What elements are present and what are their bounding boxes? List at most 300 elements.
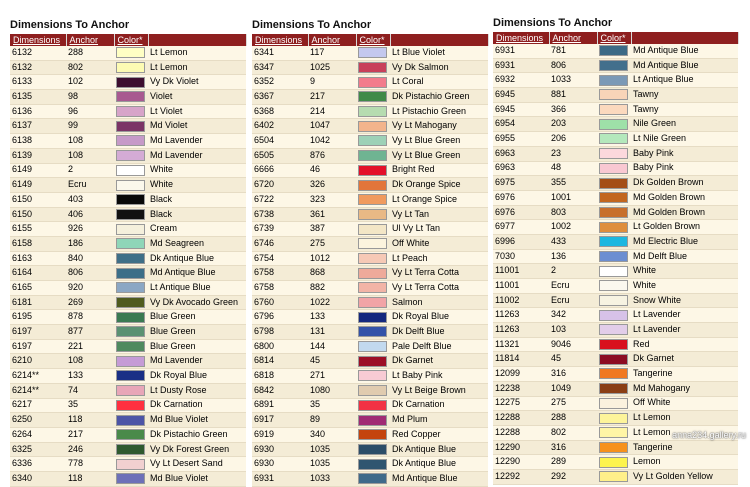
table-row bbox=[10, 222, 246, 237]
color-swatch bbox=[599, 119, 628, 130]
anchor-code: 45 bbox=[308, 354, 356, 369]
color-swatch bbox=[358, 385, 387, 396]
anchor-code: 926 bbox=[66, 222, 114, 237]
anchor-code: 221 bbox=[66, 339, 114, 354]
color-swatch bbox=[116, 224, 145, 235]
header-color[interactable]: Color* bbox=[597, 32, 631, 44]
color-swatch bbox=[116, 400, 145, 411]
color-swatch bbox=[599, 324, 628, 335]
anchor-code: 881 bbox=[549, 88, 597, 103]
color-cell bbox=[597, 102, 631, 117]
color-cell bbox=[356, 192, 390, 207]
table-row bbox=[252, 163, 488, 178]
color-name: Dk Orange Spice bbox=[390, 178, 488, 193]
color-swatch bbox=[358, 121, 387, 132]
anchor-code: 203 bbox=[549, 117, 597, 132]
color-swatch bbox=[116, 47, 145, 58]
color-cell bbox=[597, 132, 631, 147]
anchor-code: 9046 bbox=[549, 337, 597, 352]
dimensions-code: 6930 bbox=[252, 457, 308, 472]
dimensions-code: 6264 bbox=[10, 427, 66, 442]
anchor-code: 89 bbox=[308, 413, 356, 428]
table-row bbox=[252, 398, 488, 413]
table-row bbox=[493, 117, 738, 132]
color-name: Lt Dusty Rose bbox=[148, 383, 246, 398]
table-row bbox=[493, 102, 738, 117]
dimensions-code: 6132 bbox=[10, 46, 66, 60]
color-swatch bbox=[358, 47, 387, 58]
anchor-code: 433 bbox=[549, 234, 597, 249]
header-anchor[interactable]: Anchor bbox=[549, 32, 597, 44]
table-row bbox=[10, 104, 246, 119]
anchor-code: 868 bbox=[308, 266, 356, 281]
dimensions-code: 6758 bbox=[252, 266, 308, 281]
color-name: Violet bbox=[148, 90, 246, 105]
color-name: Blue Green bbox=[148, 339, 246, 354]
color-cell bbox=[597, 411, 631, 426]
color-cell bbox=[114, 295, 148, 310]
table-row bbox=[252, 339, 488, 354]
color-name: Vy Lt Mahogany bbox=[390, 119, 488, 134]
color-name: Lt Pistachio Green bbox=[390, 104, 488, 119]
color-swatch bbox=[599, 222, 628, 233]
color-cell bbox=[597, 205, 631, 220]
color-name: Ul Vy Lt Tan bbox=[390, 222, 488, 237]
table-row bbox=[252, 471, 488, 486]
anchor-code: 206 bbox=[549, 132, 597, 147]
dimensions-code: 12288 bbox=[493, 411, 549, 426]
table-row bbox=[252, 281, 488, 296]
color-cell bbox=[114, 369, 148, 384]
color-swatch bbox=[358, 209, 387, 220]
color-swatch bbox=[599, 427, 628, 438]
panel-right bbox=[493, 15, 738, 485]
anchor-code: 806 bbox=[66, 266, 114, 281]
anchor-code: 186 bbox=[66, 236, 114, 251]
table-row bbox=[10, 457, 246, 472]
table-row bbox=[10, 134, 246, 149]
color-name: Md Seagreen bbox=[148, 236, 246, 251]
dimensions-code: 6368 bbox=[252, 104, 308, 119]
color-name: Lt Lavender bbox=[631, 308, 738, 323]
color-swatch bbox=[358, 415, 387, 426]
anchor-code: 35 bbox=[308, 398, 356, 413]
anchor-code: 1033 bbox=[308, 471, 356, 486]
color-cell bbox=[356, 266, 390, 281]
color-name: Lt Antique Blue bbox=[631, 73, 738, 88]
dimensions-code: 11263 bbox=[493, 323, 549, 338]
color-swatch bbox=[599, 413, 628, 424]
table-row bbox=[493, 323, 738, 338]
color-cell bbox=[597, 249, 631, 264]
color-name: Dk Pistachio Green bbox=[390, 90, 488, 105]
color-cell bbox=[597, 117, 631, 132]
anchor-code: 1035 bbox=[308, 442, 356, 457]
dimensions-code: 6504 bbox=[252, 134, 308, 149]
color-cell bbox=[356, 236, 390, 251]
color-swatch bbox=[116, 135, 145, 146]
color-cell bbox=[356, 383, 390, 398]
color-name: Lt Peach bbox=[390, 251, 488, 266]
table-row bbox=[252, 413, 488, 428]
table-row bbox=[10, 398, 246, 413]
color-swatch bbox=[358, 356, 387, 367]
anchor-code: 289 bbox=[549, 455, 597, 470]
color-name: Md Antique Blue bbox=[390, 471, 488, 486]
dimensions-code: 6133 bbox=[10, 75, 66, 90]
color-cell bbox=[597, 220, 631, 235]
table-row bbox=[252, 119, 488, 134]
color-swatch bbox=[358, 194, 387, 205]
color-name: Tangerine bbox=[631, 440, 738, 455]
color-name: Vy Lt Tan bbox=[390, 207, 488, 222]
dimensions-code: 6919 bbox=[252, 427, 308, 442]
color-name: Tawny bbox=[631, 88, 738, 103]
anchor-code: 288 bbox=[66, 46, 114, 60]
dimensions-code: 6932 bbox=[493, 73, 549, 88]
color-name: Lt Lavender bbox=[631, 323, 738, 338]
color-swatch bbox=[116, 150, 145, 161]
color-swatch bbox=[358, 150, 387, 161]
color-cell bbox=[114, 354, 148, 369]
color-name: Lt Blue Violet bbox=[390, 46, 488, 60]
color-cell bbox=[597, 396, 631, 411]
table-row bbox=[252, 192, 488, 207]
color-swatch bbox=[116, 209, 145, 220]
color-swatch bbox=[358, 77, 387, 88]
color-swatch bbox=[599, 75, 628, 86]
dimensions-code: 6149 bbox=[10, 178, 66, 193]
dimensions-code: 6720 bbox=[252, 178, 308, 193]
anchor-code: Ecru bbox=[66, 178, 114, 193]
header-anchor[interactable]: Anchor bbox=[66, 34, 114, 46]
dimensions-code: 6352 bbox=[252, 75, 308, 90]
dimensions-code: 6976 bbox=[493, 205, 549, 220]
color-name: Dk Delft Blue bbox=[390, 325, 488, 340]
anchor-code: 48 bbox=[549, 161, 597, 176]
color-swatch bbox=[358, 180, 387, 191]
color-name: Vy Dk Forest Green bbox=[148, 442, 246, 457]
table-row bbox=[493, 337, 738, 352]
table-row bbox=[493, 367, 738, 382]
color-swatch bbox=[116, 341, 145, 352]
color-swatch bbox=[358, 297, 387, 308]
color-name: Lt Violet bbox=[148, 104, 246, 119]
table-row bbox=[10, 383, 246, 398]
anchor-code: 403 bbox=[66, 192, 114, 207]
header-name bbox=[390, 34, 488, 46]
dimensions-code: 12292 bbox=[493, 469, 549, 484]
dimensions-code: 6739 bbox=[252, 222, 308, 237]
conversion-table bbox=[493, 32, 739, 485]
color-swatch bbox=[116, 77, 145, 88]
color-name: Lemon bbox=[631, 455, 738, 470]
color-swatch bbox=[116, 326, 145, 337]
table-row bbox=[252, 222, 488, 237]
color-swatch bbox=[116, 415, 145, 426]
anchor-code: 108 bbox=[66, 134, 114, 149]
color-cell bbox=[114, 339, 148, 354]
header-dimensions[interactable]: Dimensions bbox=[493, 32, 549, 44]
color-cell bbox=[356, 75, 390, 90]
color-name: Md Golden Brown bbox=[631, 205, 738, 220]
table-row bbox=[493, 352, 738, 367]
color-swatch bbox=[358, 268, 387, 279]
table-row bbox=[252, 383, 488, 398]
color-swatch bbox=[599, 471, 628, 482]
color-cell bbox=[597, 73, 631, 88]
color-swatch bbox=[116, 121, 145, 132]
table-row bbox=[10, 369, 246, 384]
color-swatch bbox=[599, 45, 628, 56]
color-cell bbox=[356, 325, 390, 340]
color-swatch bbox=[599, 310, 628, 321]
color-swatch bbox=[358, 370, 387, 381]
color-name: Dk Antique Blue bbox=[390, 457, 488, 472]
color-swatch bbox=[358, 224, 387, 235]
anchor-code: 340 bbox=[308, 427, 356, 442]
color-cell bbox=[597, 88, 631, 103]
table-row bbox=[252, 251, 488, 266]
table-row bbox=[252, 369, 488, 384]
color-name: Vy Lt Terra Cotta bbox=[390, 281, 488, 296]
table-row bbox=[493, 455, 738, 470]
color-cell bbox=[356, 281, 390, 296]
color-name: Snow White bbox=[631, 293, 738, 308]
table-row bbox=[493, 161, 738, 176]
anchor-code: 406 bbox=[66, 207, 114, 222]
color-swatch bbox=[116, 444, 145, 455]
color-swatch bbox=[599, 280, 628, 291]
table-row bbox=[493, 264, 738, 279]
color-cell bbox=[114, 148, 148, 163]
color-cell bbox=[597, 58, 631, 73]
color-name: Red bbox=[631, 337, 738, 352]
color-name: Md Golden Brown bbox=[631, 190, 738, 205]
table-row bbox=[493, 190, 738, 205]
anchor-code: 920 bbox=[66, 281, 114, 296]
color-name: Red Copper bbox=[390, 427, 488, 442]
anchor-code: 877 bbox=[66, 325, 114, 340]
color-name: White bbox=[148, 163, 246, 178]
anchor-code: 778 bbox=[66, 457, 114, 472]
header-color[interactable]: Color* bbox=[356, 34, 390, 46]
header-name bbox=[631, 32, 738, 44]
color-cell bbox=[597, 279, 631, 294]
dimensions-code: 6150 bbox=[10, 192, 66, 207]
color-name: Lt Coral bbox=[390, 75, 488, 90]
color-name: Black bbox=[148, 207, 246, 222]
color-name: Md Lavender bbox=[148, 134, 246, 149]
table-row bbox=[252, 60, 488, 75]
color-name: Baby Pink bbox=[631, 161, 738, 176]
table-row bbox=[252, 325, 488, 340]
anchor-code: 45 bbox=[549, 352, 597, 367]
dimensions-code: 11001 bbox=[493, 264, 549, 279]
dimensions-code: 6976 bbox=[493, 190, 549, 205]
dimensions-code: 11001 bbox=[493, 279, 549, 294]
dimensions-code: 6796 bbox=[252, 310, 308, 325]
color-cell bbox=[356, 295, 390, 310]
color-swatch bbox=[599, 295, 628, 306]
color-name: Blue Green bbox=[148, 310, 246, 325]
color-cell bbox=[114, 413, 148, 428]
color-name: Vy Dk Violet bbox=[148, 75, 246, 90]
dimensions-code: 6977 bbox=[493, 220, 549, 235]
color-swatch bbox=[599, 148, 628, 159]
dimensions-code: 6325 bbox=[10, 442, 66, 457]
table-row bbox=[10, 207, 246, 222]
anchor-code: 366 bbox=[549, 102, 597, 117]
anchor-code: 1047 bbox=[308, 119, 356, 134]
color-name: Md Antique Blue bbox=[631, 44, 738, 58]
color-cell bbox=[114, 251, 148, 266]
dimensions-code: 6738 bbox=[252, 207, 308, 222]
color-swatch bbox=[116, 459, 145, 470]
anchor-code: 98 bbox=[66, 90, 114, 105]
color-cell bbox=[356, 207, 390, 222]
color-name: Dk Antique Blue bbox=[390, 442, 488, 457]
color-cell bbox=[356, 457, 390, 472]
dimensions-code: 11002 bbox=[493, 293, 549, 308]
dimensions-code: 12288 bbox=[493, 425, 549, 440]
dimensions-code: 6197 bbox=[10, 339, 66, 354]
color-name: Dk Carnation bbox=[148, 398, 246, 413]
panel-middle bbox=[252, 17, 488, 487]
color-cell bbox=[597, 44, 631, 58]
dimensions-code: 11263 bbox=[493, 308, 549, 323]
color-swatch bbox=[358, 135, 387, 146]
table-row bbox=[10, 90, 246, 105]
color-name: Blue Green bbox=[148, 325, 246, 340]
color-name: Dk Golden Brown bbox=[631, 176, 738, 191]
table-row bbox=[493, 132, 738, 147]
color-name: Pale Delft Blue bbox=[390, 339, 488, 354]
color-name: Off White bbox=[390, 236, 488, 251]
color-swatch bbox=[116, 194, 145, 205]
table-row bbox=[493, 469, 738, 484]
color-swatch bbox=[599, 442, 628, 453]
dimensions-code: 6818 bbox=[252, 369, 308, 384]
table-row bbox=[10, 251, 246, 266]
dimensions-code: 6754 bbox=[252, 251, 308, 266]
table-row bbox=[10, 163, 246, 178]
table-row bbox=[252, 442, 488, 457]
color-swatch bbox=[599, 104, 628, 115]
header-dimensions[interactable]: Dimensions bbox=[252, 34, 308, 46]
table-row bbox=[252, 427, 488, 442]
color-swatch bbox=[599, 266, 628, 277]
anchor-code: 292 bbox=[549, 469, 597, 484]
color-name: White bbox=[148, 178, 246, 193]
dimensions-code: 6165 bbox=[10, 281, 66, 296]
table-row bbox=[10, 60, 246, 75]
color-cell bbox=[114, 310, 148, 325]
color-name: White bbox=[631, 279, 738, 294]
color-name: Md Plum bbox=[390, 413, 488, 428]
color-swatch bbox=[116, 106, 145, 117]
table-row bbox=[10, 178, 246, 193]
color-swatch bbox=[116, 385, 145, 396]
anchor-code: 269 bbox=[66, 295, 114, 310]
header-anchor[interactable]: Anchor bbox=[308, 34, 356, 46]
color-name: Dk Garnet bbox=[631, 352, 738, 367]
color-cell bbox=[356, 413, 390, 428]
color-cell bbox=[114, 427, 148, 442]
color-cell bbox=[114, 266, 148, 281]
color-name: Tawny bbox=[631, 102, 738, 117]
color-swatch bbox=[599, 398, 628, 409]
dimensions-code: 6210 bbox=[10, 354, 66, 369]
anchor-code: 99 bbox=[66, 119, 114, 134]
color-name: Vy Lt Desert Sand bbox=[148, 457, 246, 472]
color-cell bbox=[597, 293, 631, 308]
dimensions-code: 6347 bbox=[252, 60, 308, 75]
color-name: Vy Lt Beige Brown bbox=[390, 383, 488, 398]
table-row bbox=[10, 281, 246, 296]
table-row bbox=[252, 148, 488, 163]
color-cell bbox=[114, 104, 148, 119]
table-row bbox=[252, 104, 488, 119]
color-swatch bbox=[116, 62, 145, 73]
table-row bbox=[493, 381, 738, 396]
dimensions-code: 6164 bbox=[10, 266, 66, 281]
dimensions-code: 6402 bbox=[252, 119, 308, 134]
dimensions-code: 6931 bbox=[493, 44, 549, 58]
table-row bbox=[493, 249, 738, 264]
anchor-code: 133 bbox=[66, 369, 114, 384]
color-swatch bbox=[116, 180, 145, 191]
color-swatch bbox=[599, 236, 628, 247]
anchor-code: 361 bbox=[308, 207, 356, 222]
color-cell bbox=[597, 381, 631, 396]
color-cell bbox=[114, 75, 148, 90]
table-row bbox=[10, 75, 246, 90]
table-row bbox=[493, 440, 738, 455]
color-cell bbox=[356, 310, 390, 325]
dimensions-code: 6135 bbox=[10, 90, 66, 105]
anchor-code: 806 bbox=[549, 58, 597, 73]
color-cell bbox=[356, 119, 390, 134]
color-cell bbox=[356, 148, 390, 163]
table-row bbox=[10, 427, 246, 442]
table-row bbox=[252, 354, 488, 369]
header-color[interactable]: Color* bbox=[114, 34, 148, 46]
color-name: Vy Lt Terra Cotta bbox=[390, 266, 488, 281]
panel-left bbox=[10, 17, 246, 487]
color-cell bbox=[114, 90, 148, 105]
anchor-code: 323 bbox=[308, 192, 356, 207]
anchor-code: 1012 bbox=[308, 251, 356, 266]
color-cell bbox=[114, 325, 148, 340]
dimensions-code: 6340 bbox=[10, 471, 66, 486]
dimensions-code: 6945 bbox=[493, 88, 549, 103]
anchor-code: 1033 bbox=[549, 73, 597, 88]
color-swatch bbox=[358, 444, 387, 455]
anchor-code: Ecru bbox=[549, 293, 597, 308]
dimensions-code: 6798 bbox=[252, 325, 308, 340]
header-dimensions[interactable]: Dimensions bbox=[10, 34, 66, 46]
dimensions-code: 6137 bbox=[10, 119, 66, 134]
dimensions-code: 6931 bbox=[252, 471, 308, 486]
color-swatch bbox=[358, 341, 387, 352]
color-swatch bbox=[358, 312, 387, 323]
color-name: Dk Garnet bbox=[390, 354, 488, 369]
conversion-table bbox=[10, 34, 247, 487]
anchor-code: 217 bbox=[308, 90, 356, 105]
color-cell bbox=[356, 339, 390, 354]
table-row bbox=[493, 220, 738, 235]
